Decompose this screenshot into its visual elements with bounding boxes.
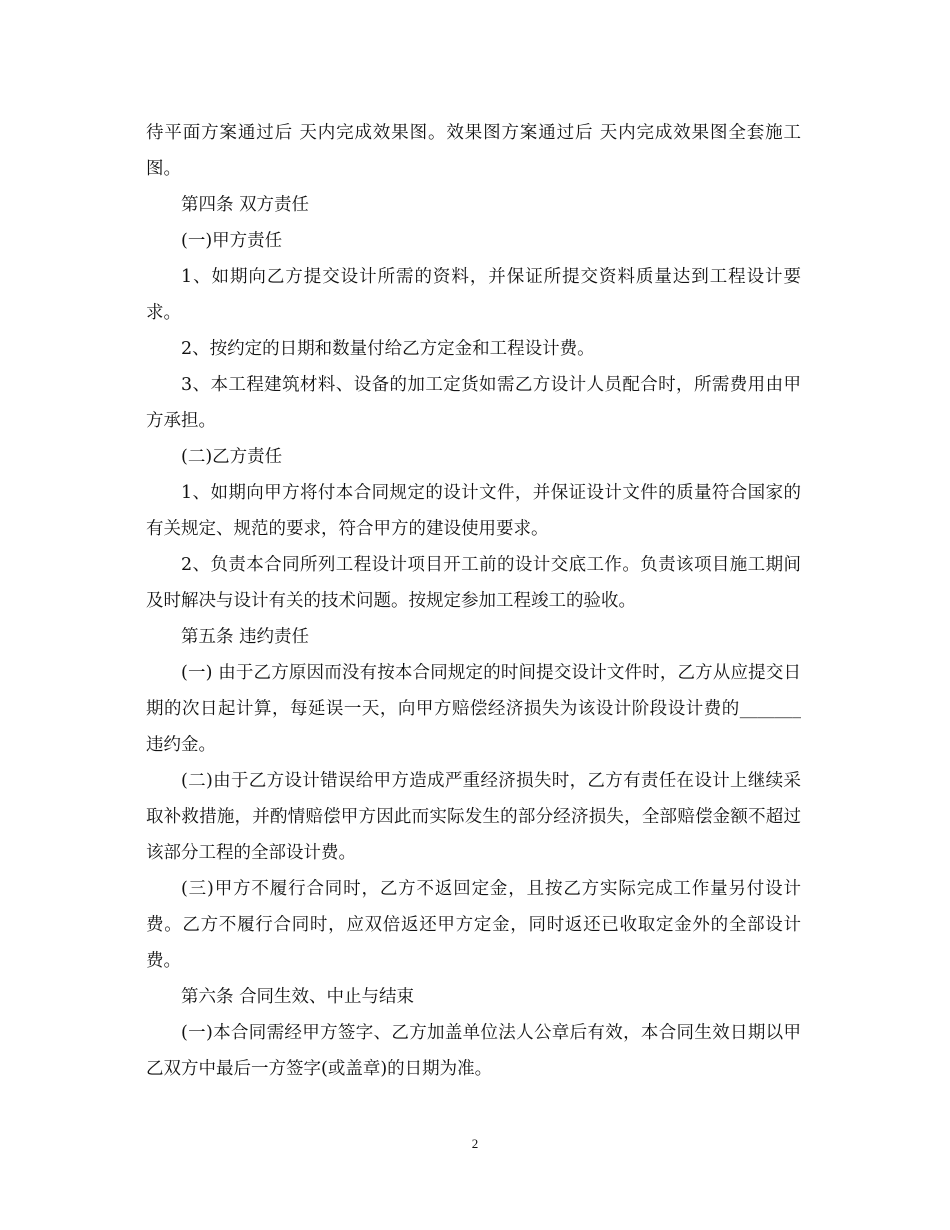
heading-party-a-duties: (一)甲方责任 — [181, 231, 283, 251]
paragraph-party-a-duty-3: 3、本工程建筑材料、设备的加工定货如需乙方设计人员配合时，所需费用由甲方承担。 — [146, 375, 801, 431]
paragraph-party-a-duty-1: 1、如期向乙方提交设计所需的资料，并保证所提交资料质量达到工程设计要求。 — [146, 267, 801, 323]
paragraph-party-a-duty-2: 2、按约定的日期和数量付给乙方定金和工程设计费。 — [181, 339, 595, 359]
paragraph-breach-1: (一) 由于乙方原因而没有按本合同规定的时间提交设计文件时，乙方从应提交日期的次日起计算，每延误一天，向甲方赔偿经济损失为该设计阶段设计费的_______违约金。 — [146, 663, 801, 755]
paragraph-breach-2: (二)由于乙方设计错误给甲方造成严重经济损失时，乙方有责任在设计上继续采取补救措施，并酌情赔偿甲方因此而实际发生的部分经济损失，全部赔偿金额不超过该部分工程的全部设计费。 — [146, 771, 801, 863]
heading-article-4: 第四条 双方责任 — [181, 195, 310, 215]
heading-party-b-duties: (二)乙方责任 — [181, 447, 283, 467]
paragraph-party-b-duty-2: 2、负责本合同所列工程设计项目开工前的设计交底工作。负责该项目施工期间及时解决与设计有关的技术问题。按规定参加工程竣工的验收。 — [146, 555, 801, 611]
paragraph-effectiveness-1: (一)本合同需经甲方签字、乙方加盖单位法人公章后有效，本合同生效日期以甲乙双方中最后一方签字(或盖章)的日期为准。 — [146, 1023, 801, 1079]
document-page — [146, 115, 801, 1087]
page-number: 2 — [471, 1136, 479, 1151]
paragraph-design-schedule: 待平面方案通过后 天内完成效果图。效果图方案通过后 天内完成效果图全套施工图。 — [146, 123, 801, 179]
paragraph-party-b-duty-1: 1、如期向甲方将付本合同规定的设计文件，并保证设计文件的质量符合国家的有关规定、规范的要求，符合甲方的建设使用要求。 — [146, 483, 801, 539]
heading-article-5: 第五条 违约责任 — [181, 627, 310, 647]
heading-article-6: 第六条 合同生效、中止与结束 — [181, 987, 415, 1007]
paragraph-breach-3: (三)甲方不履行合同时，乙方不返回定金，且按乙方实际完成工作量另付设计费。乙方不履行合同时，应双倍返还甲方定金，同时返还已收取定金外的全部设计费。 — [146, 879, 801, 971]
